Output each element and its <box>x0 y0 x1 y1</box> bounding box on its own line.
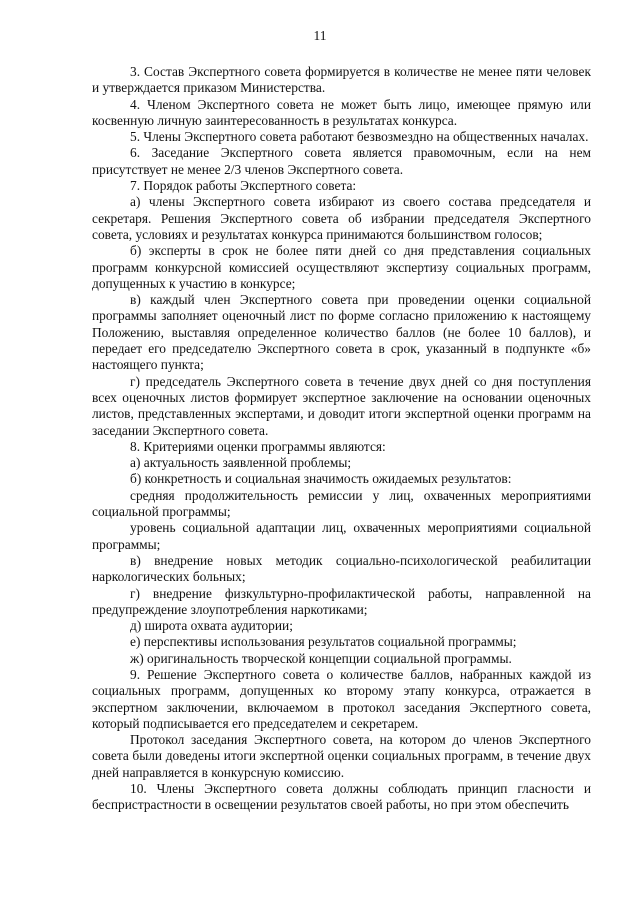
paragraph-protocol: Протокол заседания Экспертного совета, на котором до членов Экспертного совета были доведены итоги экспертной оценки социальных программ, в течение двух дней направляется в конкурсную комиссию. <box>92 732 591 780</box>
paragraph-item-9: 9. Решение Экспертного совета о количестве баллов, набранных каждой из социальных программ, допущенных ко второму этапу конкурса, отражается в экспертном заключении, включаемом в протокол заседания Экспертного совета, который подписывается его председателем и секретарем. <box>92 666 591 731</box>
paragraph-item-6: 6. Заседание Экспертного совета является правомочным, если на нем присутствует не менее 2/3 членов Экспертного совета. <box>92 145 591 177</box>
paragraph-item-8b-remission: средняя продолжительность ремиссии у лиц, охваченных мероприятиями социальной программы; <box>92 487 591 520</box>
paragraph-item-8g: г) внедрение физкультурно-профилактической работы, направленной на предупреждение злоупотребления наркотиками; <box>92 585 591 617</box>
paragraph-item-7v: в) каждый член Экспертного совета при проведении оценки социальной программы заполняет оценочный лист по форме согласно приложению к настоящему Положению, выставляя определенное количество баллов (не более 10 баллов), и передает его председателю Экспертного совета в срок, указанный в подпункте «б» настоящего пункта; <box>92 292 591 373</box>
paragraph-item-8d: д) широта охвата аудитории; <box>130 618 293 634</box>
paragraph-item-7a: а) члены Экспертного совета избирают из своего состава председателя и секретаря. Решения Экспертного совета об избрании председателя Экспертного совета, условиях и результатах конкурса принимаются большинством голосов; <box>92 194 591 242</box>
paragraph-item-8b: б) конкретность и социальная значимость ожидаемых результатов: <box>130 471 512 487</box>
paragraph-item-10: 10. Члены Экспертного совета должны соблюдать принцип гласности и беспристрастности в освещении результатов своей работы, но при этом обеспечить <box>92 781 591 813</box>
paragraph-item-4: 4. Членом Экспертного совета не может быть лицо, имеющее прямую или косвенную личную заинтересованность в результатах конкурса. <box>92 96 591 128</box>
page-number: 11 <box>313 28 327 43</box>
paragraph-item-8a: а) актуальность заявленной проблемы; <box>130 455 352 471</box>
paragraph-item-7g: г) председатель Экспертного совета в течение двух дней со дня поступления всех оценочных листов формирует экспертное заключение на основании оценочных листов, представленных экспертами, и доводит итоги экспертной оценки программ на заседании Экспертного совета. <box>92 373 591 438</box>
paragraph-item-8zh: ж) оригинальность творческой концепции социальной программы. <box>130 650 512 666</box>
document-body <box>92 64 591 814</box>
paragraph-item-8e: е) перспективы использования результатов социальной программы; <box>130 634 517 650</box>
paragraph-item-5: 5. Члены Экспертного совета работают безвозмездно на общественных началах. <box>130 129 589 145</box>
paragraph-item-8b-adaptation: уровень социальной адаптации лиц, охваченных мероприятиями социальной программы; <box>92 520 591 552</box>
paragraph-item-8: 8. Критериями оценки программы являются: <box>130 438 386 454</box>
paragraph-item-7b: б) эксперты в срок не более пяти дней со дня представления социальных программ конкурсной комиссией осуществляют экспертизу социальных программ, допущенных к участию в конкурсе; <box>92 243 591 291</box>
paragraph-item-7: 7. Порядок работы Экспертного совета: <box>130 178 357 194</box>
paragraph-item-8v: в) внедрение новых методик социально-психологической реабилитации наркологических больных; <box>92 552 591 585</box>
paragraph-item-3: 3. Состав Экспертного совета формируется в количестве не менее пяти человек и утверждается приказом Министерства. <box>92 64 591 96</box>
